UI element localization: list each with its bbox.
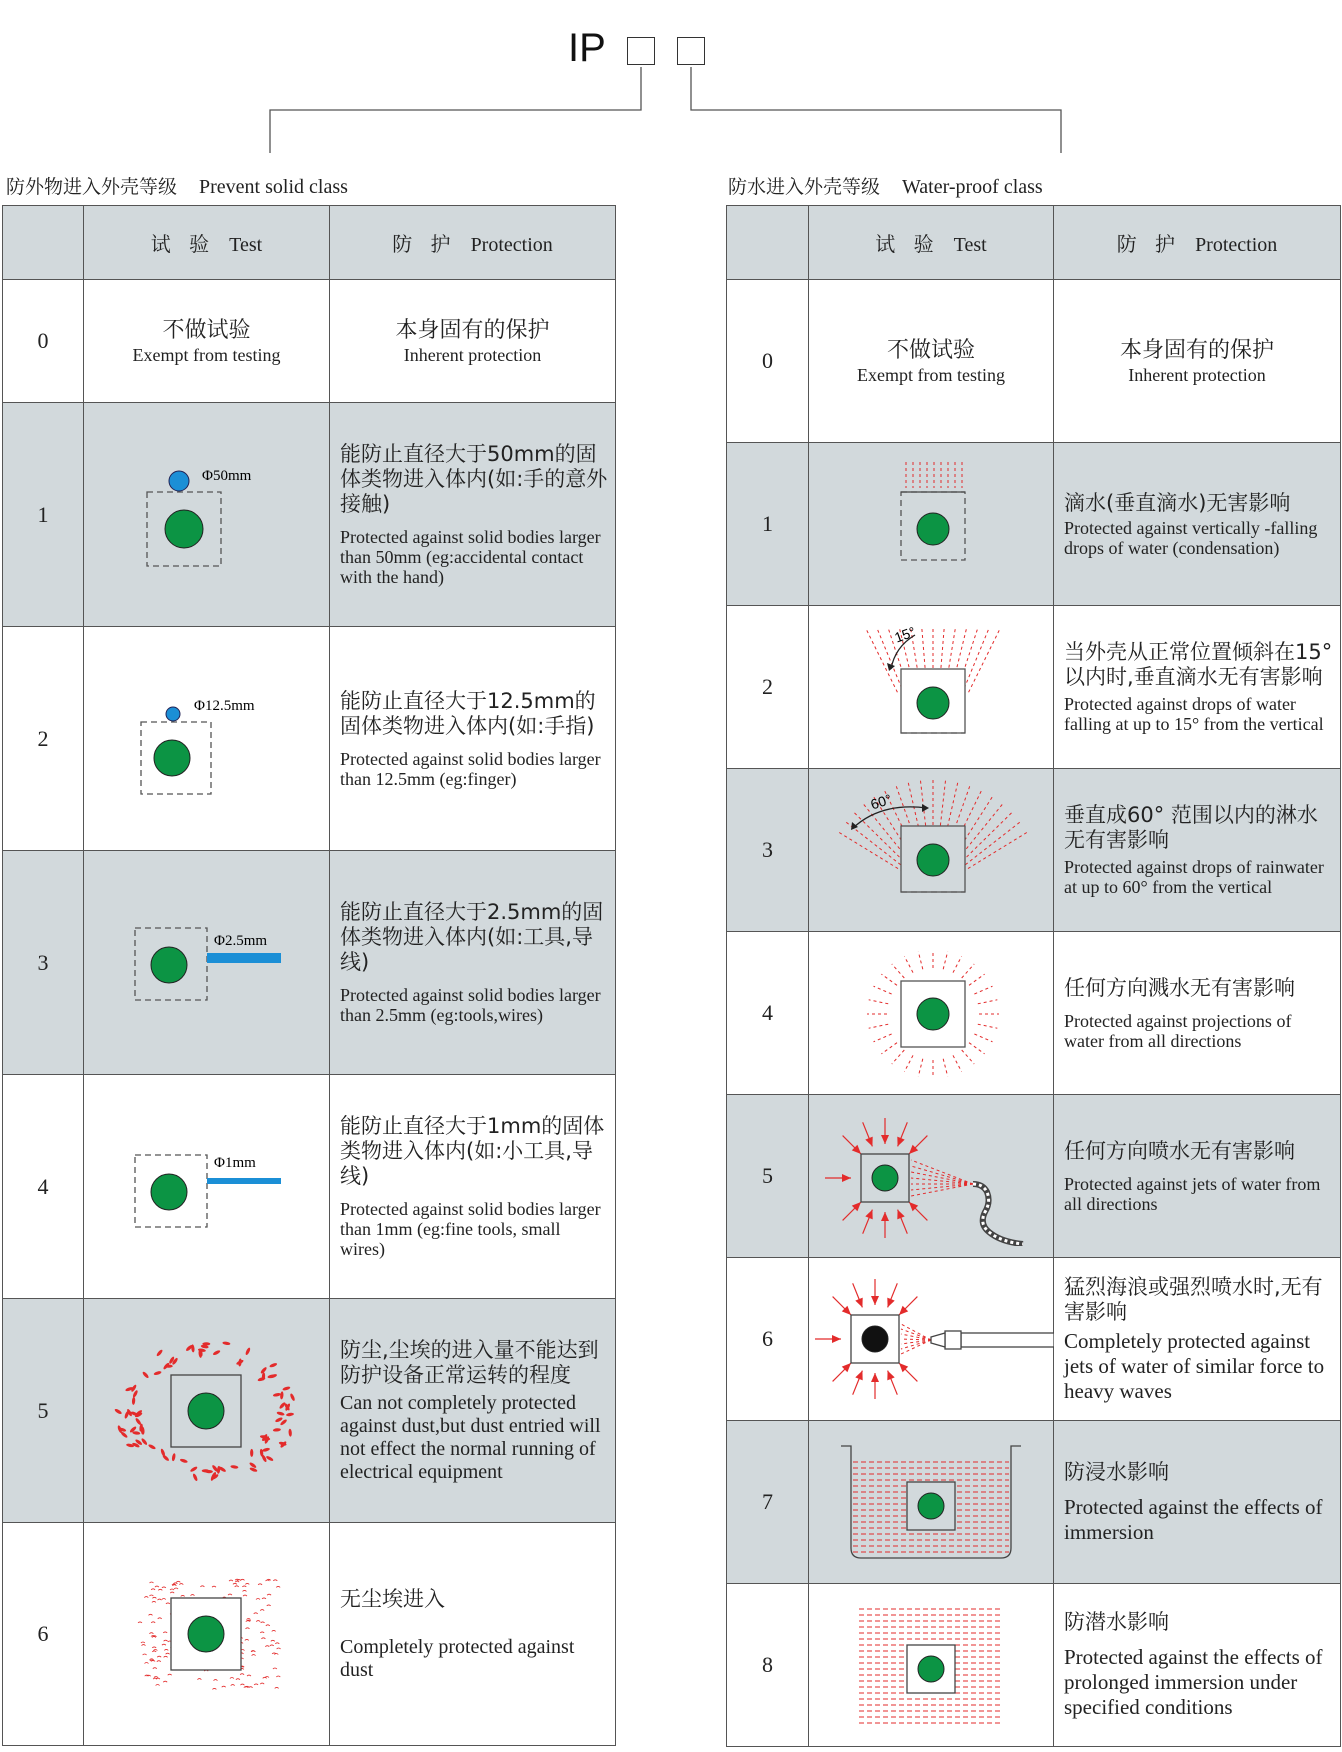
table-row xyxy=(3,627,616,851)
protection-zh: 防潜水影响 xyxy=(1064,1610,1169,1634)
jet-illustration xyxy=(811,1106,1051,1246)
table-row xyxy=(727,932,1341,1095)
protection-en: Completely protected against jets of water of similar force to heavy waves xyxy=(1064,1328,1325,1403)
probe-2-5mm-illustration xyxy=(87,898,327,1028)
protection-zh: 垂直成60° 范围以内的淋水无有害影响 xyxy=(1064,803,1318,852)
probe-50mm-illustration xyxy=(87,450,327,580)
table-row xyxy=(3,1075,616,1299)
row-number: 0 xyxy=(3,280,84,403)
protection-zh: 当外壳从正常位置倾斜在15°以内时,垂直滴水无有害影响 xyxy=(1064,640,1333,689)
test-illustration-cell xyxy=(809,1258,1054,1421)
protection-zh: 防浸水影响 xyxy=(1064,1459,1169,1484)
powerful-jet-illustration xyxy=(809,1269,1054,1409)
submersion-illustration xyxy=(811,1595,1051,1735)
protection-cell xyxy=(330,1299,616,1523)
protection-cell xyxy=(1054,280,1341,443)
table-row xyxy=(727,1421,1341,1584)
table-row xyxy=(727,1584,1341,1747)
row-number: 5 xyxy=(3,1299,84,1523)
test-illustration-cell xyxy=(84,1075,330,1299)
row-number: 2 xyxy=(3,627,84,851)
solid-header-test: 试 验 Test xyxy=(84,206,330,280)
table-row xyxy=(3,1299,616,1523)
protection-en: Protected against drops of water falling at up to 15° from the vertical xyxy=(1064,694,1324,734)
test-illustration-cell xyxy=(809,769,1054,932)
table-row xyxy=(727,1258,1341,1421)
protection-en: Protected against solid bodies larger than 1mm (eg:fine tools, small wires) xyxy=(340,1199,601,1259)
test-illustration-cell xyxy=(84,627,330,851)
solid-class-table xyxy=(2,205,616,1746)
protection-cell xyxy=(330,1523,616,1746)
protection-cell xyxy=(1054,1584,1341,1747)
table-row xyxy=(727,443,1341,606)
test-illustration-cell xyxy=(809,1421,1054,1584)
protection-cell xyxy=(330,627,616,851)
protection-zh: 本身固有的保护 xyxy=(395,317,550,343)
table-row xyxy=(3,280,616,403)
protection-cell xyxy=(1054,769,1341,932)
row-number: 1 xyxy=(3,403,84,627)
water-header-test: 试 验 Test xyxy=(809,206,1054,280)
row-number: 3 xyxy=(3,851,84,1075)
protection-en: Inherent protection xyxy=(403,344,542,365)
protection-cell xyxy=(330,403,616,627)
test-illustration-cell xyxy=(84,851,330,1075)
test-illustration-cell xyxy=(809,606,1054,769)
protection-zh: 任何方向喷水无有害影响 xyxy=(1064,1138,1295,1163)
protection-zh: 无尘埃进入 xyxy=(340,1586,445,1611)
protection-cell xyxy=(1054,1421,1341,1584)
protection-en: Protected against the effects of prolonged immersion under specified conditions xyxy=(1064,1645,1323,1719)
probe-size-label: Φ12.5mm xyxy=(193,697,255,714)
protection-zh: 滴水(垂直滴水)无害影响 xyxy=(1064,490,1291,515)
angle-label: 60° xyxy=(868,790,894,813)
ip-header xyxy=(0,0,1342,200)
row-number: 1 xyxy=(727,443,809,606)
spray-60-illustration xyxy=(811,780,1051,920)
protection-en: Protected against projections of water from all directions xyxy=(1064,1010,1292,1051)
test-cell xyxy=(84,280,330,403)
protection-en: Protected against solid bodies larger than 2.5mm (eg:tools,wires) xyxy=(340,985,601,1025)
table-row xyxy=(727,769,1341,932)
test-illustration-cell xyxy=(84,1299,330,1523)
test-zh: 不做试验 xyxy=(162,317,251,343)
protection-zh: 防尘,尘埃的进入量不能达到防护设备正常运转的程度 xyxy=(340,1337,599,1387)
test-cell xyxy=(809,280,1054,443)
test-illustration-cell xyxy=(809,443,1054,606)
protection-en: Protected against solid bodies larger than 12.5mm (eg:finger) xyxy=(340,748,601,789)
protection-en: Protected against solid bodies larger than 50mm (eg:accidental contact with the hand) xyxy=(340,527,601,587)
protection-cell xyxy=(330,851,616,1075)
row-number: 6 xyxy=(3,1523,84,1746)
test-illustration-cell xyxy=(809,932,1054,1095)
protection-en: Completely protected against dust xyxy=(340,1635,575,1681)
row-number: 3 xyxy=(727,769,809,932)
angle-label: 15° xyxy=(892,623,918,646)
protection-en: Protected against drops of rainwater at up to 60° from the vertical xyxy=(1064,857,1324,897)
water-title-zh: 防水进入外壳等级 xyxy=(728,176,881,198)
probe-1mm-illustration xyxy=(87,1122,327,1252)
protection-cell xyxy=(1054,1095,1341,1258)
dust-tight-illustration xyxy=(87,1564,327,1704)
water-header-protection: 防 护 Protection xyxy=(1054,206,1341,280)
water-drops xyxy=(906,462,962,488)
protection-zh: 任何方向溅水无有害影响 xyxy=(1064,975,1295,1000)
row-number: 6 xyxy=(727,1258,809,1421)
dust-illustration xyxy=(87,1341,327,1481)
solid-header-protection: 防 护 Protection xyxy=(330,206,616,280)
protection-cell xyxy=(1054,1258,1341,1421)
test-en: Exempt from testing xyxy=(132,344,281,365)
protection-en: Protected against jets of water from all directions xyxy=(1064,1173,1321,1214)
row-number: 8 xyxy=(727,1584,809,1747)
water-jet xyxy=(911,1160,973,1196)
water-proof-table xyxy=(726,205,1341,1747)
protection-en: Protected against vertically -falling drops of water (condensation) xyxy=(1064,517,1318,558)
row-number: 0 xyxy=(727,280,809,443)
protection-cell xyxy=(1054,932,1341,1095)
probe-12-5mm-illustration xyxy=(87,674,327,804)
row-number: 2 xyxy=(727,606,809,769)
row-number: 7 xyxy=(727,1421,809,1584)
protection-cell xyxy=(330,280,616,403)
test-illustration-cell xyxy=(809,1584,1054,1747)
table-row xyxy=(727,606,1341,769)
table-row xyxy=(3,403,616,627)
protection-en: Inherent protection xyxy=(1128,364,1266,385)
protection-en: Can not completely protected against dust,but dust entried will not effect the normal running of electrical equipment xyxy=(340,1391,601,1483)
protection-zh: 能防止直径大于50mm的固体类物进入体内(如:手的意外接触) xyxy=(340,442,608,516)
ip-bracket-lines xyxy=(0,0,1342,200)
solid-header-row xyxy=(3,206,616,280)
protection-cell xyxy=(1054,606,1341,769)
table-row xyxy=(727,1095,1341,1258)
test-illustration-cell xyxy=(84,1523,330,1746)
solid-title-en: Prevent solid class xyxy=(199,176,348,198)
ip-code: IP xyxy=(568,26,606,70)
protection-zh: 本身固有的保护 xyxy=(1119,337,1274,363)
table-row xyxy=(727,280,1341,443)
protection-cell xyxy=(330,1075,616,1299)
table-row xyxy=(3,851,616,1075)
protection-en: Protected against the effects of immersion xyxy=(1064,1494,1323,1544)
protection-zh: 能防止直径大于12.5mm的固体类物进入体内(如:手指) xyxy=(340,688,596,738)
protection-zh: 能防止直径大于2.5mm的固体类物进入体内(如:工具,导线) xyxy=(340,900,604,974)
probe-size-label: Φ50mm xyxy=(201,467,251,484)
solid-title-zh: 防外物进入外壳等级 xyxy=(6,176,178,198)
vertical-drip-illustration xyxy=(811,454,1051,594)
row-number: 4 xyxy=(3,1075,84,1299)
water-header-row xyxy=(727,206,1341,280)
probe-size-label: Φ2.5mm xyxy=(213,932,267,949)
protection-cell xyxy=(1054,443,1341,606)
splash-illustration xyxy=(811,943,1051,1083)
row-number: 4 xyxy=(727,932,809,1095)
protection-zh: 能防止直径大于1mm的固体类物进入体内(如:小工具,导线) xyxy=(340,1114,605,1188)
solid-header-num xyxy=(3,206,84,280)
water-section-title xyxy=(728,172,1043,199)
test-illustration-cell xyxy=(84,403,330,627)
table-row xyxy=(3,1523,616,1746)
tilt-15-illustration xyxy=(811,617,1051,757)
test-en: Exempt from testing xyxy=(857,364,1005,385)
probe-size-label: Φ1mm xyxy=(213,1154,256,1171)
solid-section-title xyxy=(6,172,348,199)
immersion-illustration xyxy=(811,1432,1051,1572)
test-zh: 不做试验 xyxy=(886,337,975,363)
water-header-num xyxy=(727,206,809,280)
water-title-en: Water-proof class xyxy=(902,176,1043,198)
row-number: 5 xyxy=(727,1095,809,1258)
test-illustration-cell xyxy=(809,1095,1054,1258)
protection-zh: 猛烈海浪或强烈喷水时,无有害影响 xyxy=(1064,1274,1323,1324)
water-jet xyxy=(901,1324,931,1354)
